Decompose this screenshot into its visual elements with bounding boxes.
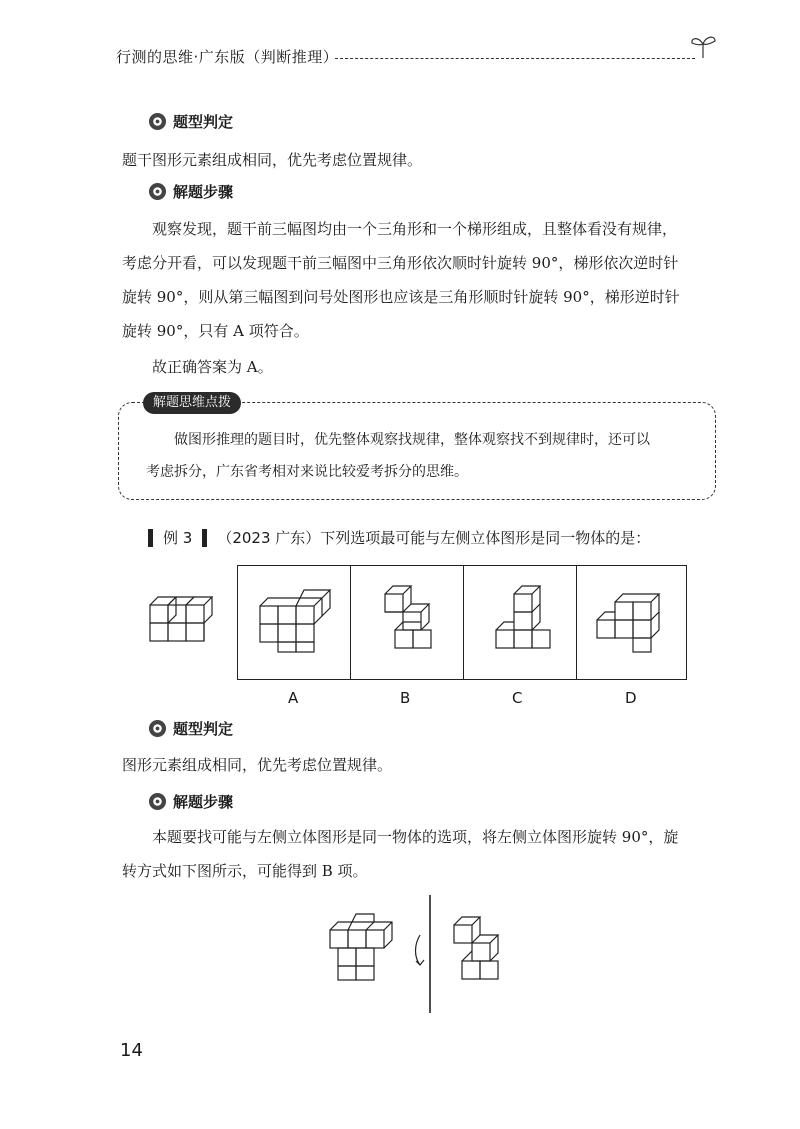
tip-line: 考虑拆分，广东省考相对来说比较爱考拆分的思维。 — [146, 464, 468, 480]
flower-badge-icon — [148, 719, 167, 738]
option-c-cell[interactable] — [464, 566, 577, 679]
paragraph-line: 旋转 90°，只有 A 项符合。 — [122, 322, 309, 340]
sprout-icon — [688, 30, 718, 60]
paragraph-line: 本题要找可能与左侧立体图形是同一物体的选项，将左侧立体图形旋转 90°，旋 — [152, 828, 679, 846]
section-heading-steps — [148, 791, 233, 812]
tip-title: 解题思维点拨 — [143, 392, 241, 414]
option-d-cell[interactable] — [577, 566, 689, 679]
tip-line: 做图形推理的题目时，优先整体观察找规律，整体观察找不到规律时，还可以 — [174, 432, 650, 448]
section-heading-label: 解题步骤 — [173, 183, 234, 201]
flower-badge-icon — [148, 182, 167, 201]
section-heading-label: 解题步骤 — [173, 793, 234, 811]
flower-badge-icon — [148, 792, 167, 811]
bracket-bar — [148, 529, 153, 547]
option-b-figure — [351, 566, 463, 679]
question-cube-figure — [140, 585, 232, 655]
type-judgment-text: 题干图形元素组成相同，优先考虑位置规律。 — [122, 151, 423, 169]
solution-paragraph — [122, 212, 722, 348]
paragraph-line: 考虑分开看，可以发现题干前三幅图中三角形依次顺时针旋转 90°，梯形依次逆时针 — [122, 254, 679, 272]
option-label-c: C — [512, 689, 523, 707]
option-label-b: B — [400, 689, 411, 707]
example-question: （2023 广东）下列选项最可能与左侧立体图形是同一物体的是： — [217, 529, 651, 547]
options-grid — [237, 565, 687, 680]
bracket-bar — [202, 529, 207, 547]
paragraph-line: 转方式如下图所示，可能得到 B 项。 — [122, 862, 368, 880]
rotation-illustration — [320, 895, 520, 1015]
option-c-figure — [464, 566, 576, 679]
solution-paragraph — [122, 820, 722, 888]
section-heading-type — [148, 718, 233, 739]
section-heading-label: 题型判定 — [173, 720, 234, 738]
flower-badge-icon — [148, 112, 167, 131]
tip-text — [146, 424, 694, 488]
option-label-d: D — [625, 689, 637, 707]
paragraph-line: 观察发现，题干前三幅图均由一个三角形和一个梯形组成，且整体看没有规律， — [152, 220, 678, 238]
option-label-a: A — [288, 689, 299, 707]
option-a-figure — [238, 566, 350, 679]
header-divider — [335, 58, 695, 59]
option-a-cell[interactable] — [238, 566, 351, 679]
paragraph-line: 旋转 90°，则从第三幅图到问号处图形也应该是三角形顺时针旋转 90°，梯形逆时针 — [122, 288, 680, 306]
section-heading-label: 题型判定 — [173, 113, 234, 131]
page-number: 14 — [120, 1040, 143, 1061]
type-judgment-text: 图形元素组成相同，优先考虑位置规律。 — [122, 756, 393, 774]
answer-line: 故正确答案为 A。 — [152, 358, 273, 376]
example-label: 例 3 — [163, 529, 193, 547]
running-header: 行测的思维·广东版（判断推理） — [116, 48, 339, 66]
section-heading-type — [148, 111, 233, 132]
section-heading-steps — [148, 181, 233, 202]
option-b-cell[interactable] — [351, 566, 464, 679]
option-d-figure — [577, 566, 689, 679]
example-heading — [148, 527, 650, 548]
